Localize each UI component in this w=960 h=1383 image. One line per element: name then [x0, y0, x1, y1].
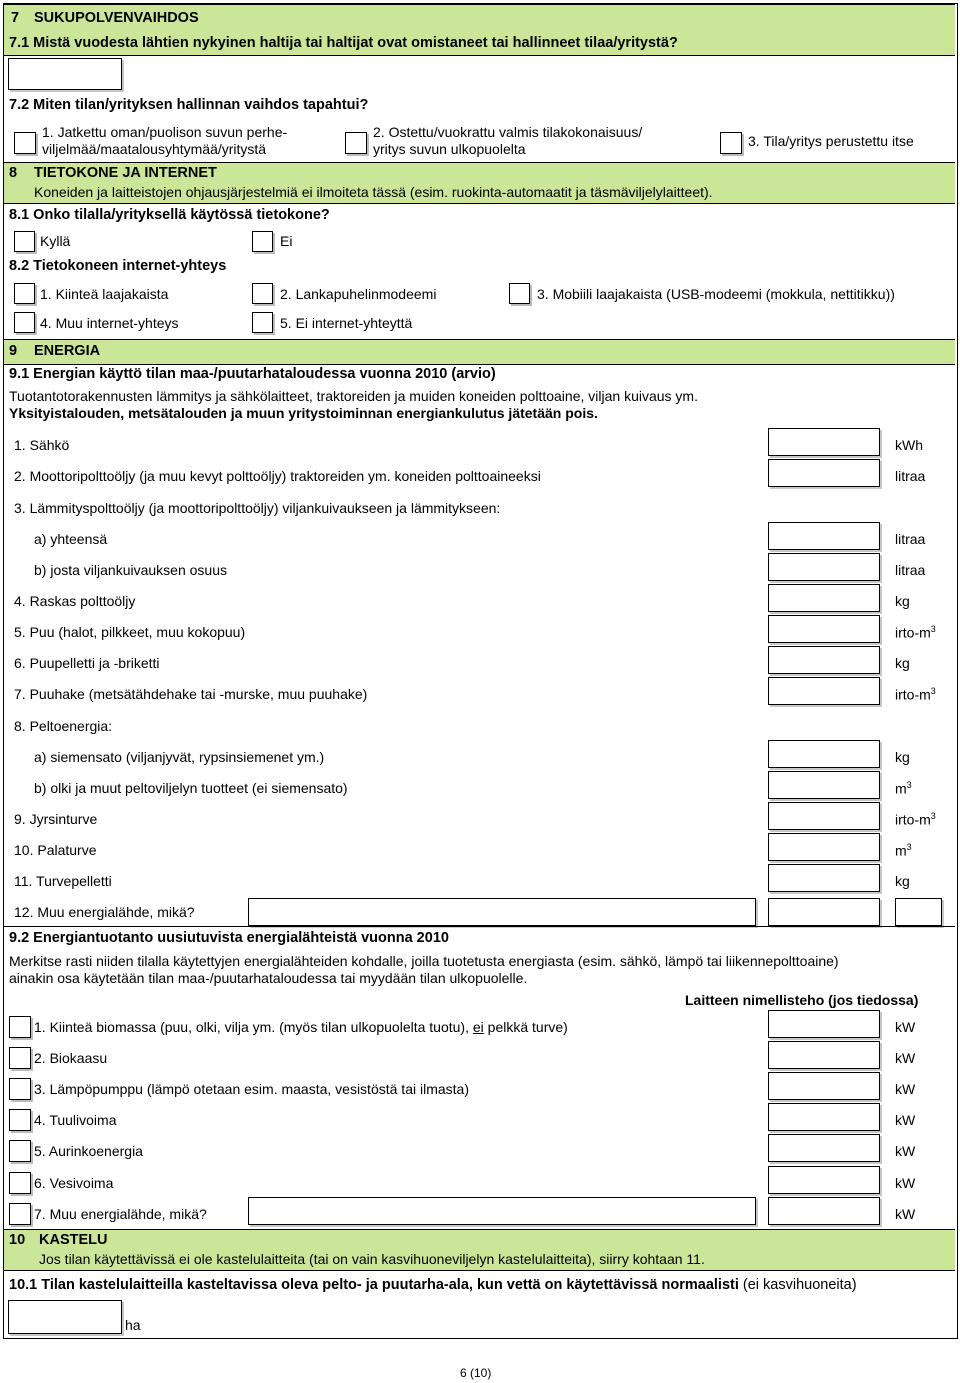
unit-text: kg — [895, 873, 910, 889]
unit-text: m — [895, 780, 907, 797]
option-1-line2: viljelmää/maatalousyhtymää/yritystä — [42, 141, 267, 157]
unit-superscript: 3 — [930, 686, 936, 696]
unit: kW — [895, 1019, 916, 1035]
energy-amount-input[interactable] — [768, 771, 880, 799]
other-renewable-source-input[interactable] — [248, 1197, 756, 1225]
yes-label: Kyllä — [40, 233, 71, 249]
energy-unit — [895, 842, 912, 859]
option-2-line2: yritys suvun ulkopuolelta — [373, 141, 526, 157]
energy-amount-input[interactable] — [768, 522, 880, 550]
energy-amount-input[interactable] — [768, 646, 880, 674]
unit-superscript: 3 — [930, 811, 936, 821]
energy-amount-input[interactable] — [768, 428, 880, 456]
power-header: Laitteen nimellisteho (jos tiedossa) — [685, 992, 919, 1008]
energy-row-label: 4. Raskas polttoöljy — [14, 593, 136, 609]
landline-modem-checkbox[interactable] — [252, 283, 273, 304]
unit-text: kg — [895, 593, 910, 609]
energy-unit — [895, 531, 925, 547]
renewable-label: 1. Kiinteä biomassa (puu, olki, vilja ym. (myös tilan ulkopuolelta tuotu), ei pelkkä turve) — [34, 1019, 568, 1035]
energy-amount-input[interactable] — [768, 802, 880, 830]
question-7-1-text: 7.1 Mistä vuodesta lähtien nykyinen haltija tai haltijat ovat omistaneet tai hallinneet tilaa/yritystä? — [9, 35, 678, 51]
option-label: 3. Mobiili laajakaista (USB-modeemi (mokkula, nettitikku)) — [537, 286, 895, 302]
renewable-label: 3. Lämpöpumppu (lämpö otetaan esim. maasta, vesistöstä tai ilmasta) — [34, 1081, 469, 1097]
unit-text: litraa — [895, 562, 926, 578]
energy-row-label: 5. Puu (halot, pilkkeet, muu kokopuu) — [14, 624, 246, 640]
renewable-checkbox[interactable] — [9, 1172, 31, 1194]
energy-amount-input[interactable] — [768, 833, 880, 861]
section-number: 8 — [9, 165, 18, 181]
energy-amount-input[interactable] — [768, 677, 880, 705]
renewable-label: 7. Muu energialähde, mikä? — [34, 1206, 207, 1222]
renewable-checkbox[interactable] — [9, 1140, 31, 1162]
other-energy-source-input[interactable] — [248, 898, 756, 926]
section-title: SUKUPOLVENVAIHDOS — [34, 10, 199, 26]
no-label: Ei — [280, 233, 293, 249]
option-continued-family-checkbox[interactable] — [14, 132, 36, 154]
unit: kW — [895, 1081, 916, 1097]
question-8-1: 8.1 Onko tilalla/yrityksellä käytössä tietokone? — [9, 207, 330, 223]
unit-text: irto-m — [895, 811, 931, 828]
energy-row-label: 10. Palaturve — [14, 842, 97, 858]
renewable-checkbox[interactable] — [9, 1109, 31, 1131]
section-number: 9 — [9, 343, 18, 359]
question-10-1: 10.1 Tilan kastelulaitteilla kasteltavissa oleva pelto- ja puutarha-ala, kun vettä on käytettävissä normaalisti (ei kasvihuoneita) — [9, 1277, 857, 1293]
energy-row-label: 11. Turvepelletti — [14, 873, 112, 889]
energy-row-label: 8. Peltoenergia: — [14, 718, 113, 734]
energy-amount-input[interactable] — [768, 584, 880, 612]
other-internet-checkbox[interactable] — [14, 312, 35, 333]
energy-row-label: b) josta viljankuivauksen osuus — [34, 562, 227, 578]
energy-amount-input[interactable] — [768, 553, 880, 581]
energy-unit — [895, 593, 910, 609]
year-input[interactable] — [8, 58, 122, 90]
mobile-broadband-checkbox[interactable] — [509, 283, 530, 304]
energy-row-label: 1. Sähkö — [14, 437, 70, 453]
option-self-founded-checkbox[interactable] — [720, 132, 742, 154]
power-input[interactable] — [768, 1041, 880, 1069]
renewable-checkbox[interactable] — [9, 1016, 31, 1038]
energy-row-label: 3. Lämmityspolttoöljy (ja moottoripolttoöljy) viljankuivaukseen ja lämmitykseen: — [14, 500, 501, 516]
section-number: 7 — [11, 10, 20, 26]
page-number: 6 (10) — [460, 1366, 492, 1380]
section-number: 10 — [9, 1232, 26, 1248]
option-3: 3. Tila/yritys perustettu itse — [748, 133, 914, 149]
renewable-checkbox[interactable] — [9, 1203, 31, 1225]
question-9-2: 9.2 Energiantuotanto uusiutuvista energialähteistä vuonna 2010 — [9, 930, 449, 946]
power-input[interactable] — [768, 1166, 880, 1194]
divider — [4, 926, 955, 927]
question-7-2: 7.2 Miten tilan/yrityksen hallinnan vaihdos tapahtui? — [9, 97, 369, 113]
renewable-checkbox[interactable] — [9, 1078, 31, 1100]
option-label: 2. Lankapuhelinmodeemi — [280, 286, 437, 302]
renewable-label: 6. Vesivoima — [34, 1175, 114, 1191]
unit-text: m — [895, 842, 907, 859]
power-input[interactable] — [768, 1072, 880, 1100]
renewable-label: 4. Tuulivoima — [34, 1112, 117, 1128]
option-label: 4. Muu internet-yhteys — [40, 315, 179, 331]
other-energy-unit-input[interactable] — [895, 898, 942, 926]
energy-unit — [895, 562, 925, 578]
note: Tuotantotorakennusten lämmitys ja sähkölaitteet, traktoreiden ja muiden koneiden polttoaine, viljan kuivaus ym. — [9, 388, 698, 404]
power-input[interactable] — [768, 1197, 880, 1225]
energy-row-label: b) olki ja muut peltoviljelyn tuotteet (ei siemensato) — [34, 780, 348, 796]
energy-unit — [895, 437, 923, 453]
energy-amount-input[interactable] — [768, 740, 880, 768]
computer-yes-checkbox[interactable] — [14, 231, 35, 252]
energy-row-label: a) siemensato (viljanjyvät, rypsinsiemenet ym.) — [34, 749, 325, 765]
option-label: 1. Kiinteä laajakaista — [40, 286, 169, 302]
energy-unit — [895, 468, 925, 484]
energy-row-label: 2. Moottoripolttoöljy (ja muu kevyt polttoöljy) traktoreiden ym. koneiden polttoaineeksi — [14, 468, 541, 484]
unit-text: litraa — [895, 531, 926, 547]
section-10-subtitle: Jos tilan käytettävissä ei ole kastelulaitteita (tai on vain kasvihuoneviljelyn kastelulaitteita), siirry kohtaan 11. — [39, 1251, 705, 1267]
unit: kW — [895, 1143, 916, 1159]
unit-text: irto-m — [895, 686, 931, 703]
fixed-broadband-checkbox[interactable] — [14, 283, 35, 304]
renewable-label: 5. Aurinkoenergia — [34, 1143, 143, 1159]
unit: kW — [895, 1112, 916, 1128]
energy-amount-input[interactable] — [768, 864, 880, 892]
unit-text: irto-m — [895, 624, 931, 641]
unit-text: kg — [895, 749, 910, 765]
question-9-1: 9.1 Energian käyttö tilan maa-/puutarhataloudessa vuonna 2010 (arvio) — [9, 366, 496, 382]
energy-row-label: 12. Muu energialähde, mikä? — [14, 904, 195, 920]
option-2-line1: 2. Ostettu/vuokrattu valmis tilakokonaisuus/ — [373, 124, 643, 140]
note: ainakin osa käytetään tilan maa-/puutarhataloudessa tai myydään tilan ulkopuolelle. — [9, 970, 528, 986]
section-9-header — [4, 339, 955, 365]
section-7-header — [4, 4, 955, 32]
energy-amount-input[interactable] — [768, 615, 880, 643]
energy-unit — [895, 873, 910, 889]
energy-unit — [895, 624, 936, 641]
option-label: 5. Ei internet-yhteyttä — [280, 315, 413, 331]
unit: kW — [895, 1050, 916, 1066]
unit-text: kWh — [895, 437, 923, 453]
unit-superscript: 3 — [906, 780, 912, 790]
energy-unit — [895, 749, 910, 765]
energy-row-label: 6. Puupelletti ja -briketti — [14, 655, 160, 671]
energy-amount-input[interactable] — [768, 459, 880, 487]
no-internet-checkbox[interactable] — [252, 312, 273, 333]
energy-row-label: 9. Jyrsinturve — [14, 811, 98, 827]
unit-text: kg — [895, 655, 910, 671]
option-1-line1: 1. Jatkettu oman/puolison suvun perhe- — [42, 124, 288, 140]
energy-row-label: a) yhteensä — [34, 531, 108, 547]
note: Merkitse rasti niiden tilalla käytettyjen energialähteiden kohdalle, joilla tuotetusta energiasta (esim. sähkö, lämpö tai liikennepolttoaine) — [9, 953, 839, 969]
power-input[interactable] — [768, 1134, 880, 1162]
irrigation-area-input[interactable] — [8, 1300, 122, 1334]
unit: ha — [125, 1317, 141, 1333]
unit-text: litraa — [895, 468, 926, 484]
section-title: TIETOKONE JA INTERNET — [34, 165, 217, 181]
note-bold: Yksityistalouden, metsätalouden ja muun yritystoiminnan energiankulutus jätetään pois. — [9, 405, 598, 421]
energy-row-label: 7. Puuhake (metsätähdehake tai -murske, muu puuhake) — [14, 686, 368, 702]
renewable-label: 2. Biokaasu — [34, 1050, 108, 1066]
computer-no-checkbox[interactable] — [252, 231, 273, 252]
section-title: ENERGIA — [34, 343, 101, 359]
unit: kW — [895, 1175, 916, 1191]
question-8-2: 8.2 Tietokoneen internet-yhteys — [9, 258, 227, 274]
energy-unit — [895, 780, 912, 797]
energy-unit — [895, 811, 936, 828]
unit-superscript: 3 — [930, 624, 936, 634]
section-8-subtitle: Koneiden ja laitteistojen ohjausjärjestelmiä ei ilmoiteta tässä (esim. ruokinta-automaatit ja täsmäviljelylaitteet). — [34, 184, 713, 200]
other-energy-amount-input[interactable] — [768, 898, 880, 926]
option-bought-checkbox[interactable] — [345, 132, 367, 154]
energy-unit — [895, 686, 936, 703]
unit-superscript: 3 — [906, 842, 912, 852]
unit: kW — [895, 1206, 916, 1222]
renewable-checkbox[interactable] — [9, 1047, 31, 1069]
power-input[interactable] — [768, 1103, 880, 1131]
energy-unit — [895, 655, 910, 671]
section-title: KASTELU — [39, 1232, 108, 1248]
power-input[interactable] — [768, 1010, 880, 1038]
